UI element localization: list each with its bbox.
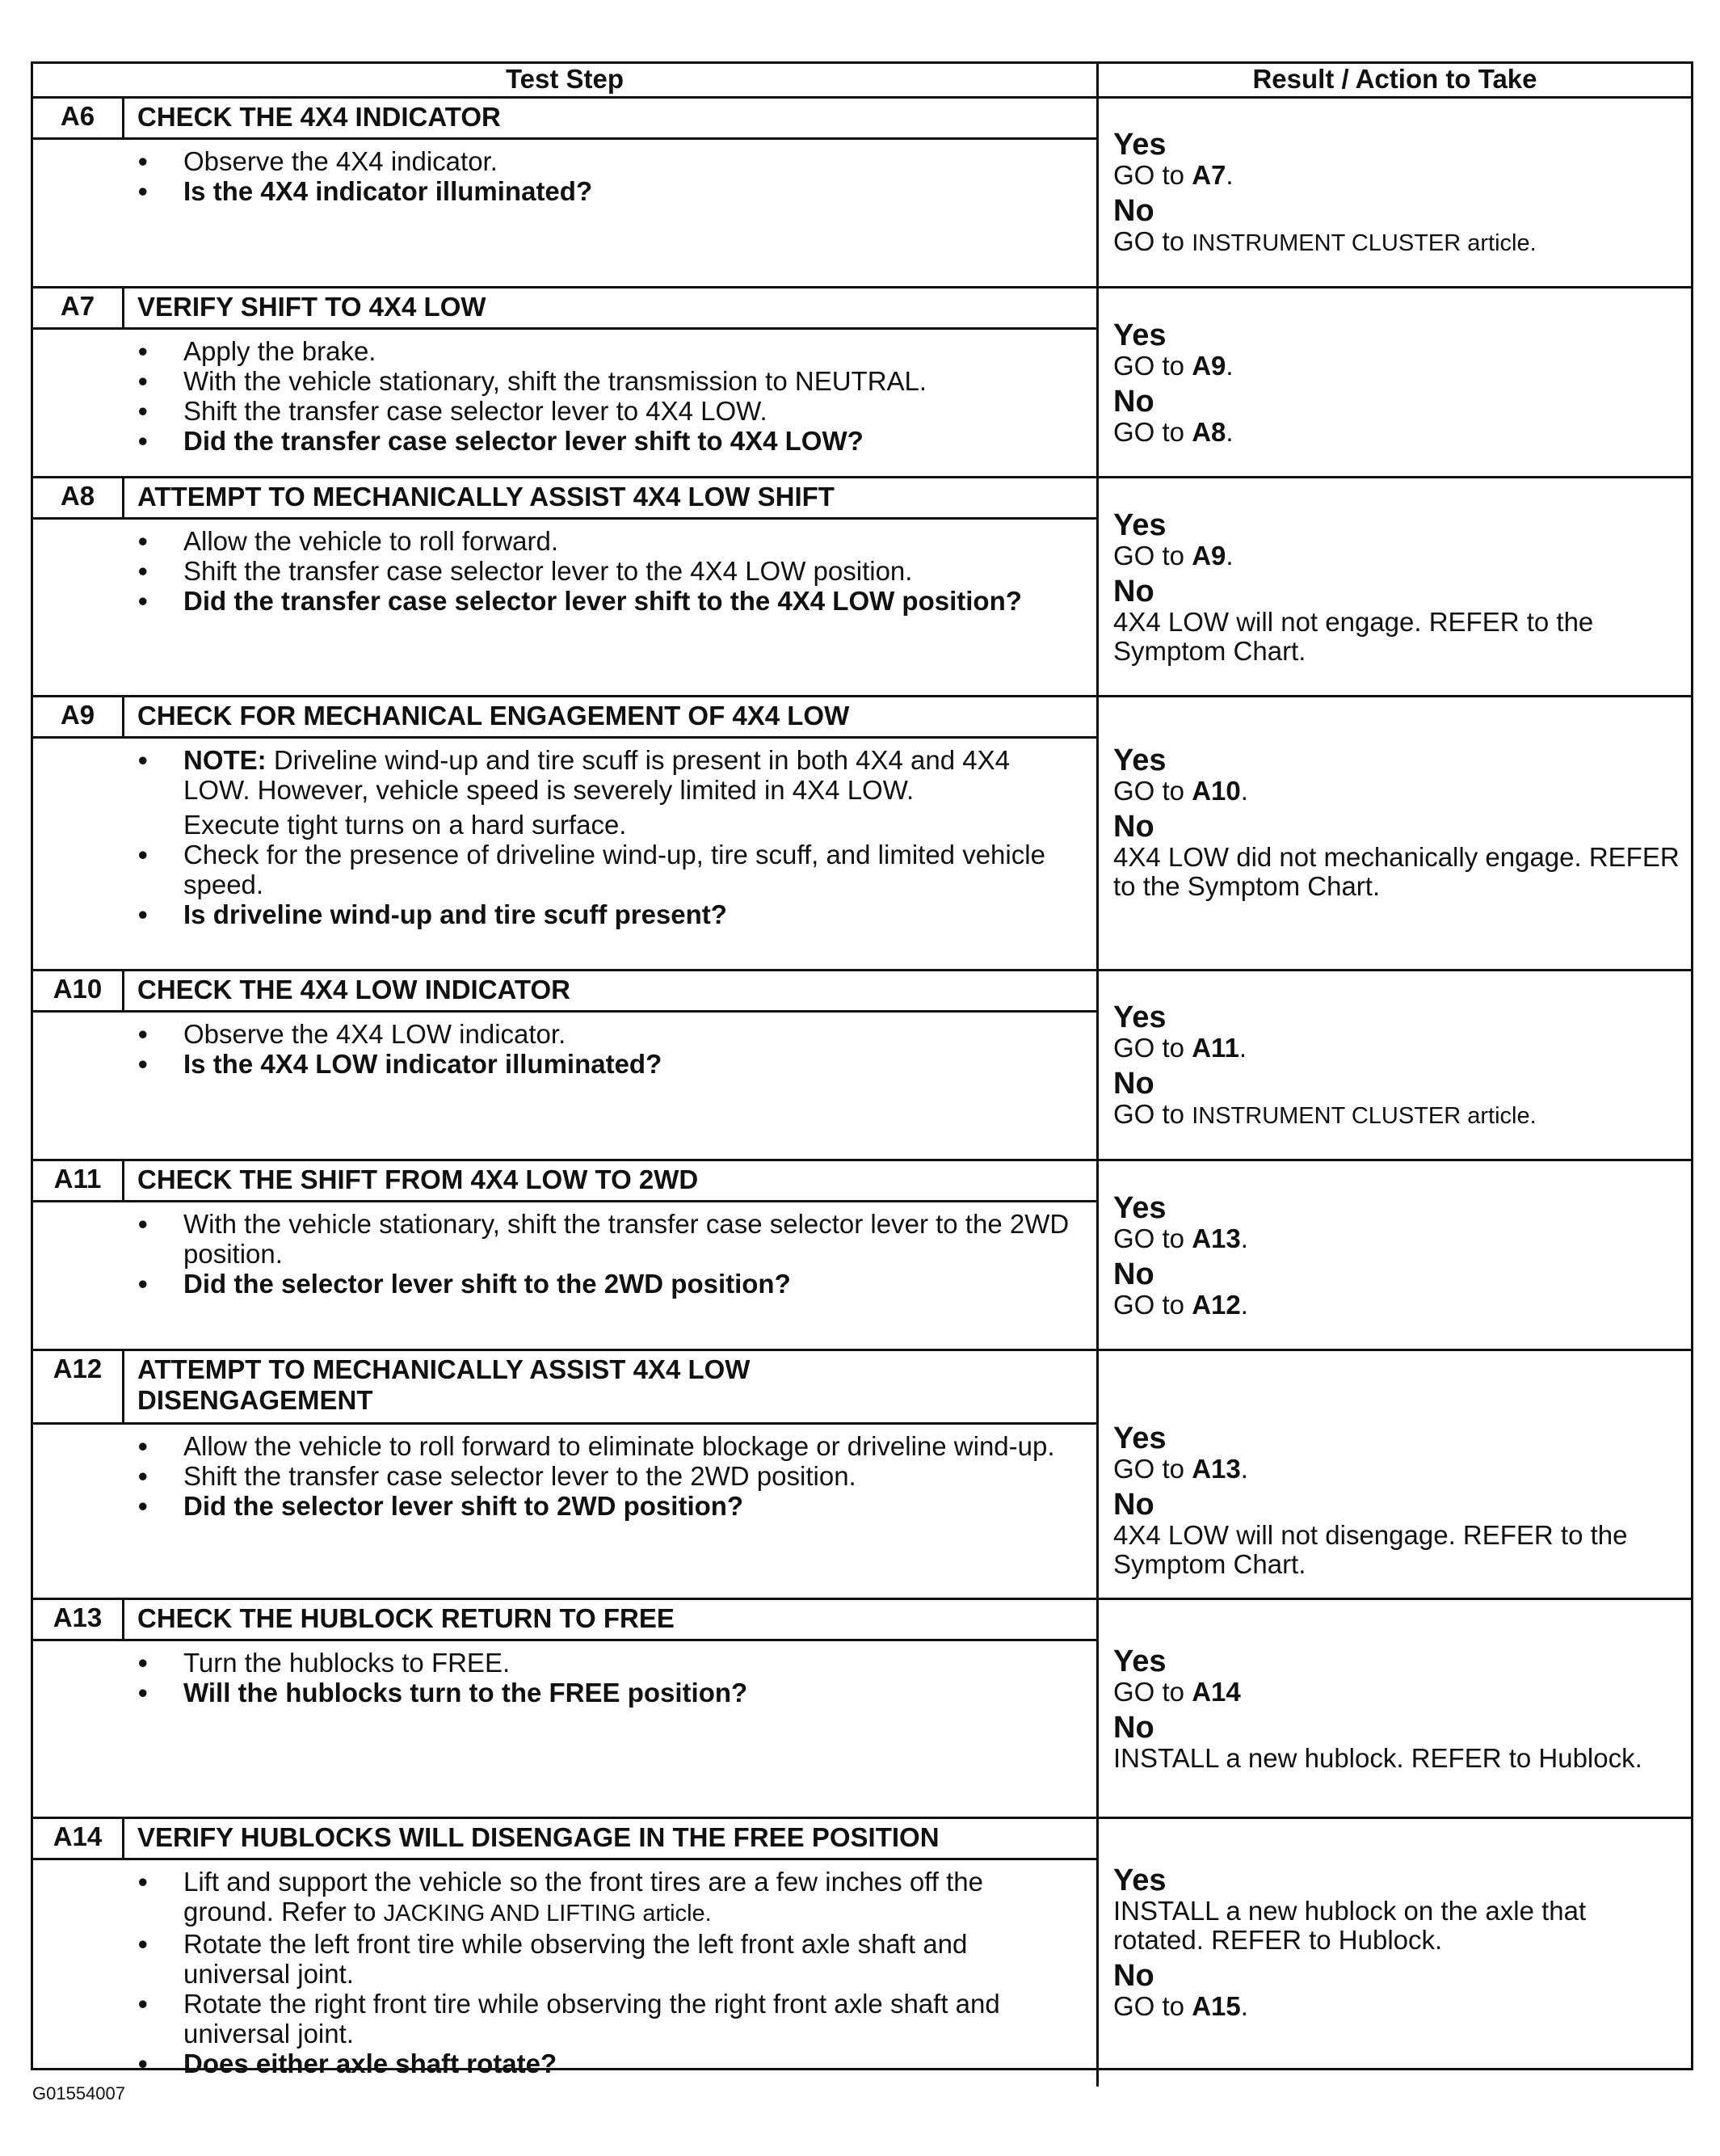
step-actions — [33, 1202, 1096, 1307]
yes-action: GO to A14 — [1113, 1677, 1241, 1707]
table-header — [33, 64, 1691, 99]
yes-label: Yes — [1113, 128, 1167, 162]
yes-label: Yes — [1113, 1644, 1167, 1678]
step-actions — [33, 330, 1096, 464]
step-title: CHECK THE 4X4 LOW INDICATOR — [137, 975, 570, 1004]
no-action: GO to A15. — [1113, 1991, 1248, 2021]
table-row — [33, 1351, 1691, 1600]
list-item: • Did the transfer case selector lever shift to 4X4 LOW? — [33, 426, 1077, 456]
step-id: A9 — [33, 697, 124, 736]
step-id: A6 — [33, 99, 124, 137]
yes-action: GO to A9. — [1113, 351, 1234, 381]
step-actions — [33, 1860, 1096, 2087]
yes-label: Yes — [1113, 1000, 1167, 1034]
yes-label: Yes — [1113, 318, 1167, 352]
list-item: • Did the selector lever shift to 2WD position? — [33, 1491, 1077, 1521]
table-row — [33, 1161, 1691, 1351]
result-cell — [1099, 288, 1691, 476]
no-action: 4X4 LOW did not mechanically engage. REFER to the Symptom Chart. — [1113, 842, 1680, 901]
list-item: • Is the 4X4 LOW indicator illuminated? — [33, 1049, 1077, 1079]
list-item: • Rotate the right front tire while observing the right front axle shaft and universal joint. — [33, 1989, 1077, 2049]
step-id: A13 — [33, 1600, 124, 1639]
result-cell — [1099, 697, 1691, 969]
no-label: No — [1113, 385, 1154, 419]
list-item: • Will the hublocks turn to the FREE position? — [33, 1678, 1077, 1708]
list-item: • Did the selector lever shift to the 2WD position? — [33, 1269, 1077, 1299]
step-id: A14 — [33, 1819, 124, 1858]
table-row — [33, 99, 1691, 288]
result-cell — [1099, 99, 1691, 286]
header-result-action: Result / Action to Take — [1252, 64, 1537, 94]
list-item: • Allow the vehicle to roll forward to eliminate blockage or driveline wind-up. — [33, 1431, 1077, 1461]
no-label: No — [1113, 1711, 1154, 1745]
no-label: No — [1113, 810, 1154, 844]
result-cell — [1099, 1351, 1691, 1598]
step-actions — [33, 739, 1096, 937]
no-action: INSTALL a new hublock. REFER to Hublock. — [1113, 1743, 1642, 1773]
yes-action: GO to A11. — [1113, 1033, 1247, 1063]
no-label: No — [1113, 1067, 1154, 1101]
list-item: • Did the transfer case selector lever shift to the 4X4 LOW position? — [33, 586, 1077, 616]
yes-action: GO to A10. — [1113, 776, 1248, 806]
no-action: GO to A12. — [1113, 1290, 1248, 1320]
list-item: • Shift the transfer case selector lever to 4X4 LOW. — [33, 396, 1077, 426]
diagnostic-table — [31, 61, 1693, 2078]
step-title: VERIFY HUBLOCKS WILL DISENGAGE IN THE FREE POSITION — [137, 1822, 940, 1852]
step-actions — [33, 140, 1096, 214]
no-action: 4X4 LOW will not disengage. REFER to the Symptom Chart. — [1113, 1520, 1628, 1579]
yes-label: Yes — [1113, 508, 1167, 542]
result-cell — [1099, 1600, 1691, 1817]
result-cell — [1099, 478, 1691, 695]
list-item: • Observe the 4X4 LOW indicator. — [33, 1019, 1077, 1049]
list-item: • Shift the transfer case selector lever to the 4X4 LOW position. — [33, 556, 1077, 586]
no-action: GO to INSTRUMENT CLUSTER article. — [1113, 1099, 1537, 1129]
list-item: • NOTE: Driveline wind-up and tire scuff is present in both 4X4 and 4X4 LOW. However, vehicle speed is severely limited in 4X4 LOW. — [33, 745, 1077, 805]
step-actions — [33, 1013, 1096, 1087]
step-actions — [33, 1425, 1096, 1529]
list-item: • Allow the vehicle to roll forward. — [33, 526, 1077, 556]
step-title: CHECK THE SHIFT FROM 4X4 LOW TO 2WD — [137, 1164, 699, 1194]
yes-action: GO to A13. — [1113, 1223, 1248, 1253]
step-id: A7 — [33, 288, 124, 327]
table-row — [33, 478, 1691, 697]
yes-action: GO to A13. — [1113, 1454, 1248, 1484]
step-actions — [33, 520, 1096, 624]
yes-action: GO to A9. — [1113, 541, 1234, 571]
step-id: A8 — [33, 478, 124, 517]
table-row — [33, 971, 1691, 1161]
list-item: • Rotate the left front tire while observing the left front axle shaft and universal joint. — [33, 1929, 1077, 1989]
note-label: NOTE: — [183, 745, 267, 775]
no-action: 4X4 LOW will not engage. REFER to the Symptom Chart. — [1113, 607, 1594, 666]
step-actions — [33, 1641, 1096, 1716]
list-item: • With the vehicle stationary, shift the transmission to NEUTRAL. — [33, 366, 1077, 396]
list-item: • Observe the 4X4 indicator. — [33, 146, 1077, 176]
yes-action: INSTALL a new hublock on the axle that rotated. REFER to Hublock. — [1113, 1896, 1587, 1955]
table-row — [33, 288, 1691, 478]
step-id: A12 — [33, 1351, 124, 1422]
yes-label: Yes — [1113, 743, 1167, 777]
figure-id: G01554007 — [32, 2083, 125, 2103]
no-label: No — [1113, 1959, 1154, 1993]
list-item: • Apply the brake. — [33, 336, 1077, 366]
list-item: • Lift and support the vehicle so the front tires are a few inches off the ground. Refer to JACKING AND LIFTING article. — [33, 1867, 1077, 1929]
step-title: CHECK THE HUBLOCK RETURN TO FREE — [137, 1603, 675, 1633]
table-row — [33, 697, 1691, 971]
no-action: GO to A8. — [1113, 417, 1234, 447]
no-label: No — [1113, 1488, 1154, 1522]
table-row — [33, 1600, 1691, 1819]
list-item: • Shift the transfer case selector lever to the 2WD position. — [33, 1461, 1077, 1491]
yes-label: Yes — [1113, 1191, 1167, 1225]
no-label: No — [1113, 1257, 1154, 1291]
list-item: • With the vehicle stationary, shift the transfer case selector lever to the 2WD position. — [33, 1209, 1077, 1269]
step-id: A11 — [33, 1161, 124, 1200]
yes-label: Yes — [1113, 1421, 1167, 1455]
list-item: • Turn the hublocks to FREE. — [33, 1648, 1077, 1678]
step-title: VERIFY SHIFT TO 4X4 LOW — [137, 292, 486, 322]
no-label: No — [1113, 575, 1154, 608]
yes-label: Yes — [1113, 1863, 1167, 1897]
no-label: No — [1113, 194, 1154, 228]
list-item: • Is the 4X4 indicator illuminated? — [33, 176, 1077, 206]
step-title: CHECK FOR MECHANICAL ENGAGEMENT OF 4X4 LOW — [137, 701, 850, 731]
no-action: GO to INSTRUMENT CLUSTER article. — [1113, 226, 1537, 256]
step-title: ATTEMPT TO MECHANICALLY ASSIST 4X4 LOW DISENGAGEMENT — [137, 1354, 751, 1415]
list-item: • Does either axle shaft rotate? — [33, 2049, 1077, 2078]
table-row — [33, 1819, 1691, 2087]
step-title: ATTEMPT TO MECHANICALLY ASSIST 4X4 LOW SHIFT — [137, 482, 835, 512]
step-title: CHECK THE 4X4 INDICATOR — [137, 102, 501, 132]
yes-action: GO to A7. — [1113, 160, 1234, 190]
list-item: • Check for the presence of driveline wind-up, tire scuff, and limited vehicle speed. — [33, 840, 1077, 899]
result-cell — [1099, 971, 1691, 1159]
list-item: • Is driveline wind-up and tire scuff present? — [33, 899, 1077, 929]
result-cell — [1099, 1161, 1691, 1349]
list-item: Execute tight turns on a hard surface. — [183, 810, 627, 840]
header-test-step: Test Step — [33, 64, 1099, 96]
step-id: A10 — [33, 971, 124, 1010]
result-cell — [1099, 1819, 1691, 2087]
